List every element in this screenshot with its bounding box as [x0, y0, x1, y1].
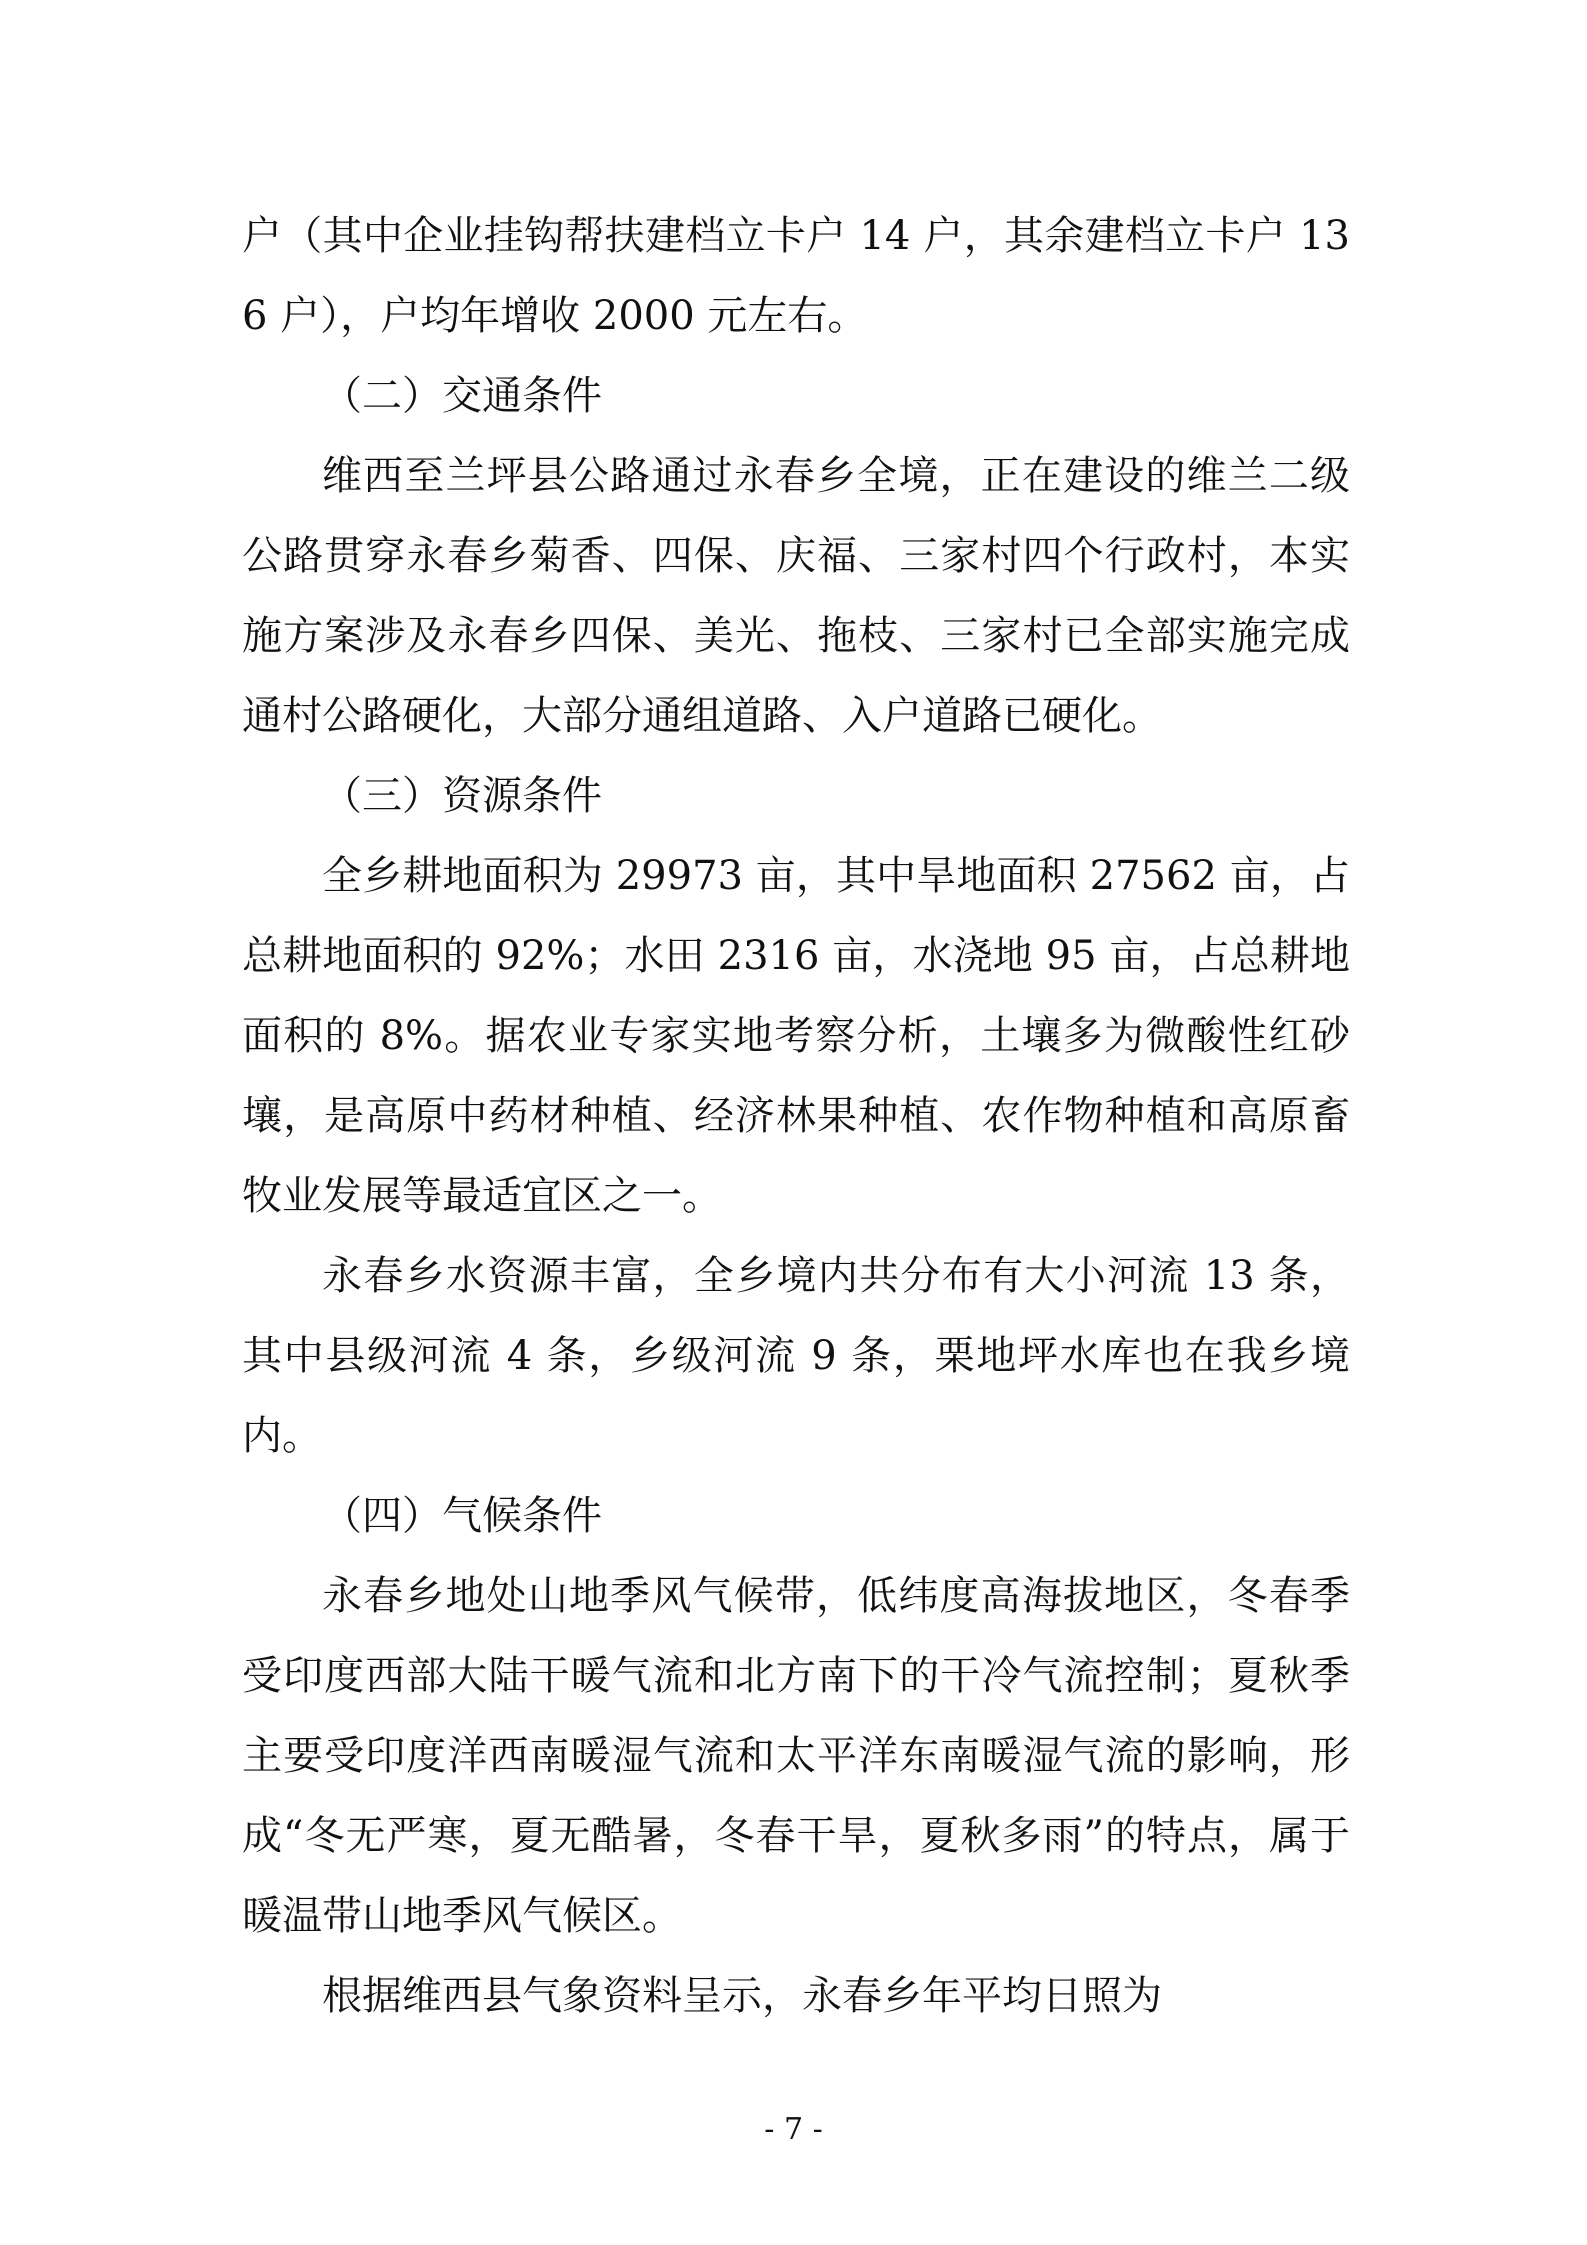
- paragraph-land-resources: 全乡耕地面积为 29973 亩，其中旱地面积 27562 亩，占总耕地面积的 92%；水田 2316 亩，水浇地 95 亩，占总耕地面积的 8%。据农业专家实地考察分析，土壤多为微酸性红砂壤，是高原中药材种植、经济林果种植、农作物种植和高原畜牧业发展等最适宜区之一。: [242, 853, 1350, 1219]
- page-number: - 7 -: [764, 2112, 823, 2147]
- paragraph-sunshine: 根据维西县气象资料呈示，永春乡年平均日照为: [322, 1973, 1162, 2019]
- section-heading-resources: （三）资源条件: [322, 773, 602, 819]
- document-body: [242, 196, 1350, 2036]
- section-heading-climate: （四）气候条件: [322, 1493, 602, 1539]
- paragraph-transport: 维西至兰坪县公路通过永春乡全境，正在建设的维兰二级公路贯穿永春乡菊香、四保、庆福、三家村四个行政村，本实施方案涉及永春乡四保、美光、拖枝、三家村已全部实施完成通村公路硬化，大部分通组道路、入户道路已硬化。: [242, 453, 1350, 739]
- section-heading-transport: （二）交通条件: [322, 373, 602, 419]
- paragraph-continuation: 户（其中企业挂钩帮扶建档立卡户 14 户，其余建档立卡户 136 户），户均年增收 2000 元左右。: [242, 213, 1350, 339]
- paragraph-water-resources: 永春乡水资源丰富，全乡境内共分布有大小河流 13 条，其中县级河流 4 条，乡级河流 9 条，栗地坪水库也在我乡境内。: [242, 1253, 1350, 1459]
- paragraph-climate: 永春乡地处山地季风气候带，低纬度高海拔地区，冬春季受印度西部大陆干暖气流和北方南下的干冷气流控制；夏秋季主要受印度洋西南暖湿气流和太平洋东南暖湿气流的影响，形成“冬无严寒，夏无酷暑，冬春干旱，夏秋多雨”的特点，属于暖温带山地季风气候区。: [242, 1573, 1350, 1939]
